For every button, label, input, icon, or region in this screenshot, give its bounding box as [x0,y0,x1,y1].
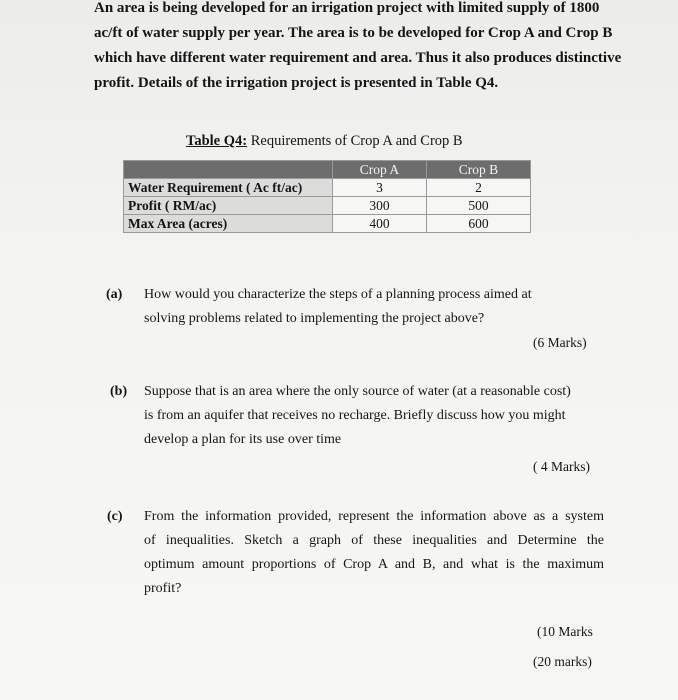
table-caption-label: Table Q4: [186,133,248,149]
question-line: Suppose that is an area where the only source of water (at a reasonable cost) [144,384,571,399]
row-label-max-area: Max Area (acres) [124,215,333,233]
table-header-blank [124,161,333,179]
table-header-crop-a: Crop A [333,161,427,179]
table-cell: 500 [427,197,531,215]
table-cell: 600 [427,215,531,233]
question-line: of inequalities. Sketch a graph of these inequalities and Determine the [144,533,604,548]
row-label-water-requirement: Water Requirement ( Ac ft/ac) [124,179,333,197]
intro-paragraph [94,0,622,96]
table-caption [186,133,463,150]
table-cell: 300 [333,197,427,215]
total-marks: (20 marks) [533,654,592,669]
table-row [124,197,531,215]
question-a-marks: (6 Marks) [533,335,587,350]
intro-line: ac/ft of water supply per year. The area is to be developed for Crop A and Crop B [94,25,613,41]
table-cell: 2 [427,179,531,197]
row-label-profit: Profit ( RM/ac) [124,197,333,215]
intro-line: profit. Details of the irrigation project is presented in Table Q4. [94,75,499,91]
question-line: profit? [144,581,182,596]
question-line: optimum amount proportions of Crop A and B, and what is the maximum [144,557,604,572]
question-line: How would you characterize the steps of a planning process aimed at [144,287,532,302]
requirements-table [123,160,531,233]
question-a-label: (a) [106,287,123,302]
intro-line: which have different water requirement and area. Thus it also produces distinctive [94,50,622,66]
question-c-marks: (10 Marks [537,624,593,639]
question-b-text [144,380,604,452]
table-row [124,215,531,233]
table-header-row [124,161,531,179]
question-b-marks: ( 4 Marks) [533,459,590,474]
table-caption-text: Requirements of Crop A and Crop B [247,133,463,149]
intro-line: An area is being developed for an irrigation project with limited supply of 1800 [94,0,600,16]
table-cell: 400 [333,215,427,233]
question-c-label: (c) [107,509,123,524]
question-b-label: (b) [110,384,128,399]
table-cell: 3 [333,179,427,197]
question-c-text [144,505,604,601]
question-line: develop a plan for its use over time [144,432,342,447]
table-header-crop-b: Crop B [427,161,531,179]
question-line: From the information provided, represent the information above as a system [144,509,604,524]
question-line: solving problems related to implementing the project above? [144,311,485,326]
table-row [124,179,531,197]
question-a-text [144,283,584,331]
question-line: is from an aquifer that receives no recharge. Briefly discuss how you might [144,408,566,423]
